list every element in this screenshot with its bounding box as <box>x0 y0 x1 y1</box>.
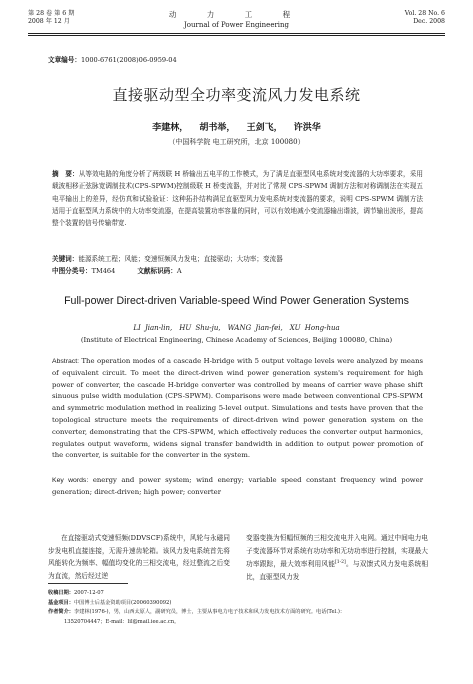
footnote-rule <box>48 583 128 584</box>
footnotes <box>48 589 433 627</box>
citation: [1-2] <box>335 560 346 565</box>
footnote-fund: 基金项目：中国博士后基金资助项目(20060390092) <box>48 599 172 606</box>
abstract-cn: 摘 要：从等效电路的角度分析了两级联 H 桥输出五电平的工作模式，为了满足直驱型风电系统对变流器的大功率要求，采用载波相移正弦脉宽调制技术(CPS-SPWM)控制级联 H 桥变流器，并对比了常规 CPS-SPWM 调制方法和对称调制法在实现五电平输出上的差异，经仿真和试验验证：这种拓扑结构满足直驱型风力发电系统对变流器的要求，说明 CPS-SPWM 调制方法适用于直驱型风力系统中的大功率变流器，在提高装置功率容量的同时，可以有效地减小变流器输出谐波，调节输出波形，提高整个装置的信号传输带宽. <box>52 170 423 228</box>
header-rule-thin <box>28 35 445 36</box>
authors-en: LI Jian-lin, HU Shu-ju, WANG Jian-fei, XU Hong-hua <box>133 324 340 332</box>
affiliation-cn: （中国科学院 电工研究所，北京 100080） <box>168 138 305 146</box>
header-journal <box>28 10 445 30</box>
title-en: Full-power Direct-driven Variable-speed Wind Power Generation Systems <box>64 295 409 307</box>
affiliation-en: (Institute of Electrical Engineering, Chinese Academy of Sciences, Beijing 100080, China) <box>80 336 393 344</box>
body-column-left: 在直接驱动式变速恒频(DDVSCF)系统中，风轮与永磁同步发电机直接连接，无需升速齿轮箱。该风力发电系统首先将风能转化为频率、幅值均变化的三相交流电，经过整流之后变为直流，然后经过逆 <box>48 534 230 580</box>
body-column-right: 变器变换为恒幅恒频的三相交流电并入电网。通过中间电力电子变流器环节对系统有功功率和无功功率进行控制，实现最大功率跟踪，最大效率利用风能[1-2]。与双馈式风力发电系统相比，直驱型风力发 <box>246 534 429 581</box>
footnote-author: 作者简介：李建林(1976-)，男，山西太原人，副研究员，博士，主要从事电力电子技术和风力发电技术方面的研究。电话(Tel.)： <box>48 609 346 616</box>
journal-name-cn: 动 力 工 程 <box>168 10 305 19</box>
title-cn: 直接驱动型全功率变流风力发电系统 <box>112 86 361 104</box>
header-volume: 第 28 卷 第 6 期 2008 年 12 月 <box>28 10 75 25</box>
article-number: 文章编号：1000-6761(2008)06-0959-04 <box>48 56 177 64</box>
authors-cn: 李建林， 胡书举， 王剑飞， 许洪华 <box>152 123 321 133</box>
journal-name-en: Journal of Power Engineering <box>183 21 290 29</box>
classification: 中图分类号：TM464 文献标识码：A <box>52 267 182 275</box>
keywords-en: Key words: energy and power system; wind energy; variable speed constant frequency wind power generation; direct-driven; high power; converter <box>52 476 423 496</box>
header-volume-en: Vol. 28 No. 6 Dec. 2008 <box>404 10 445 25</box>
footnote-received: 收稿日期：2007-12-07 <box>48 590 104 596</box>
footnote-contact: 13520704447；E-mail：lil@mail.iee.ac.cn。 <box>64 618 180 625</box>
keywords-cn: 关键词：能源系统工程；风能；变速恒频风力发电；直接驱动；大功率；变流器 <box>52 255 283 263</box>
abstract-en: Abstract: The operation modes of a cascade H-bridge with 5 output voltage levels were analyzed by means of equivalent circuit. To meet the direct-driven wind power generation system's requirement for high power of converter, the cascade H-bridge converter was controlled by means of carrier wave phase shift sinuous pulse width modulation (CPS-SPWM). Comparisons were made between conventional CPS-SPWM and symmetric modulation method in realizing 5-level output. Simulations and tests have proven that the topological structure meets the requirements of direct-driven wind power generation system on the converter, demonstrating that the CPS-SPWM, which effectively reduces the converter output harmonics, regulates output waveform, widens signal transfer bandwidth in addition to output power promotion of the converter, is suitable for the converter in the system. <box>52 357 423 460</box>
header-rule <box>28 33 445 34</box>
